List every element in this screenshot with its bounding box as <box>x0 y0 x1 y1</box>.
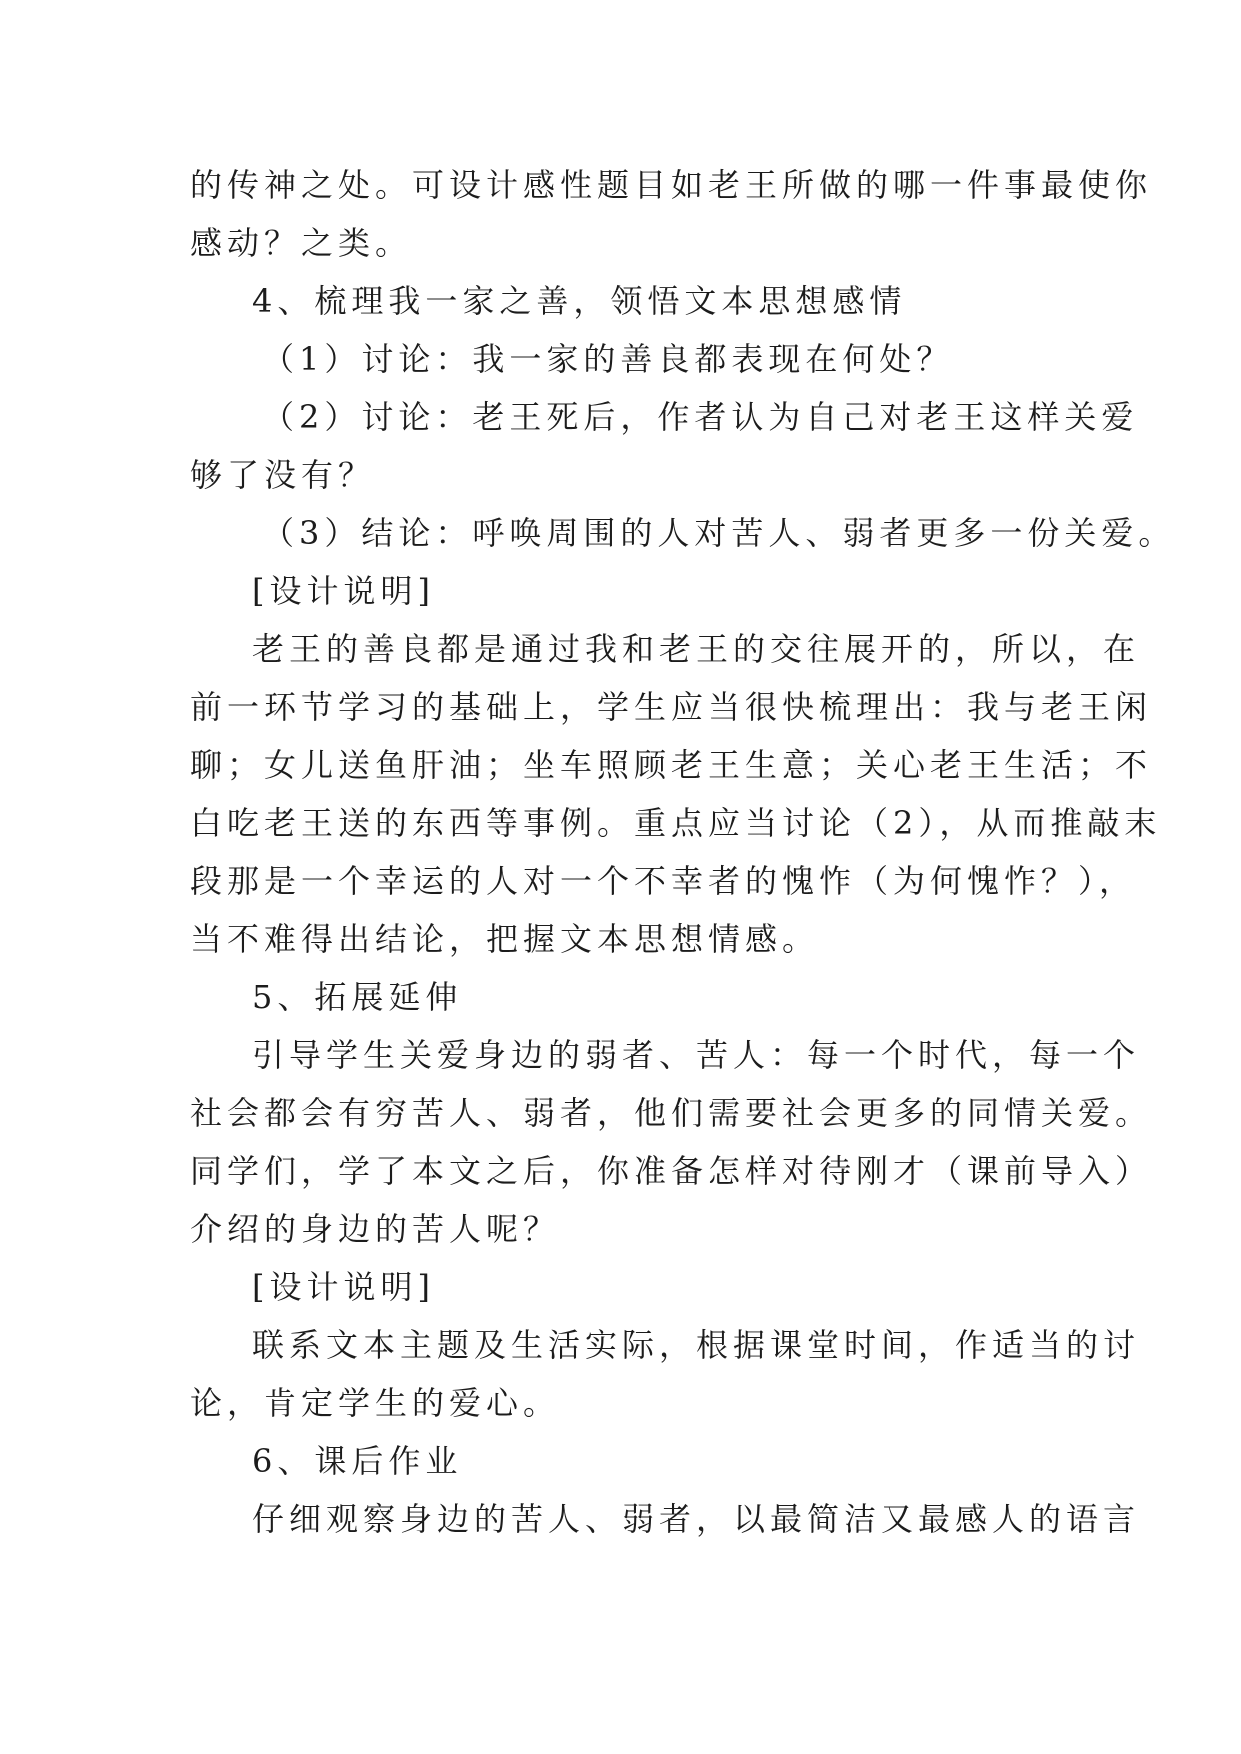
paragraph-line: 论，肯定学生的爱心。 <box>190 1384 561 1422</box>
paragraph-line: 感动？之类。 <box>190 224 413 262</box>
section-heading: 6、课后作业 <box>252 1442 463 1480</box>
paragraph-line: 聊；女儿送鱼肝油；坐车照顾老王生意；关心老王生活；不 <box>190 746 1153 784</box>
document-body <box>190 156 1176 1548</box>
discussion-item: （3）结论：呼唤周围的人对苦人、弱者更多一份关爱。 <box>262 514 1176 552</box>
paragraph-line: 引导学生关爱身边的弱者、苦人：每一个时代，每一个 <box>252 1036 1141 1074</box>
section-heading: 5、拓展延伸 <box>252 978 463 1016</box>
paragraph-line: 联系文本主题及生活实际，根据课堂时间，作适当的讨 <box>252 1326 1141 1364</box>
paragraph-line: 介绍的身边的苦人呢？ <box>190 1210 561 1248</box>
design-note-label: [设计说明] <box>252 572 435 610</box>
paragraph-line: 前一环节学习的基础上，学生应当很快梳理出：我与老王闲 <box>190 688 1153 726</box>
design-note-label: [设计说明] <box>252 1268 435 1306</box>
paragraph-line: 的传神之处。可设计感性题目如老王所做的哪一件事最使你 <box>190 166 1153 204</box>
paragraph-line: 当不难得出结论，把握文本思想情感。 <box>190 920 820 958</box>
paragraph-line: 社会都会有穷苦人、弱者，他们需要社会更多的同情关爱。 <box>190 1094 1153 1132</box>
paragraph-line: 白吃老王送的东西等事例。重点应当讨论（2），从而推敲末 <box>190 804 1162 842</box>
paragraph-line: 老王的善良都是通过我和老王的交往展开的，所以，在 <box>252 630 1141 668</box>
paragraph-line: 够了没有？ <box>190 456 376 494</box>
section-heading: 4、梳理我一家之善，领悟文本思想感情 <box>252 282 907 320</box>
discussion-item: （1）讨论：我一家的善良都表现在何处？ <box>262 340 954 378</box>
discussion-item: （2）讨论：老王死后，作者认为自己对老王这样关爱 <box>262 398 1139 436</box>
paragraph-line: 仔细观察身边的苦人、弱者，以最简洁又最感人的语言 <box>252 1500 1141 1538</box>
paragraph-line: 段那是一个幸运的人对一个不幸者的愧怍（为何愧怍？）， <box>190 862 1137 900</box>
paragraph-line: 同学们，学了本文之后，你准备怎样对待刚才（课前导入） <box>190 1152 1153 1190</box>
